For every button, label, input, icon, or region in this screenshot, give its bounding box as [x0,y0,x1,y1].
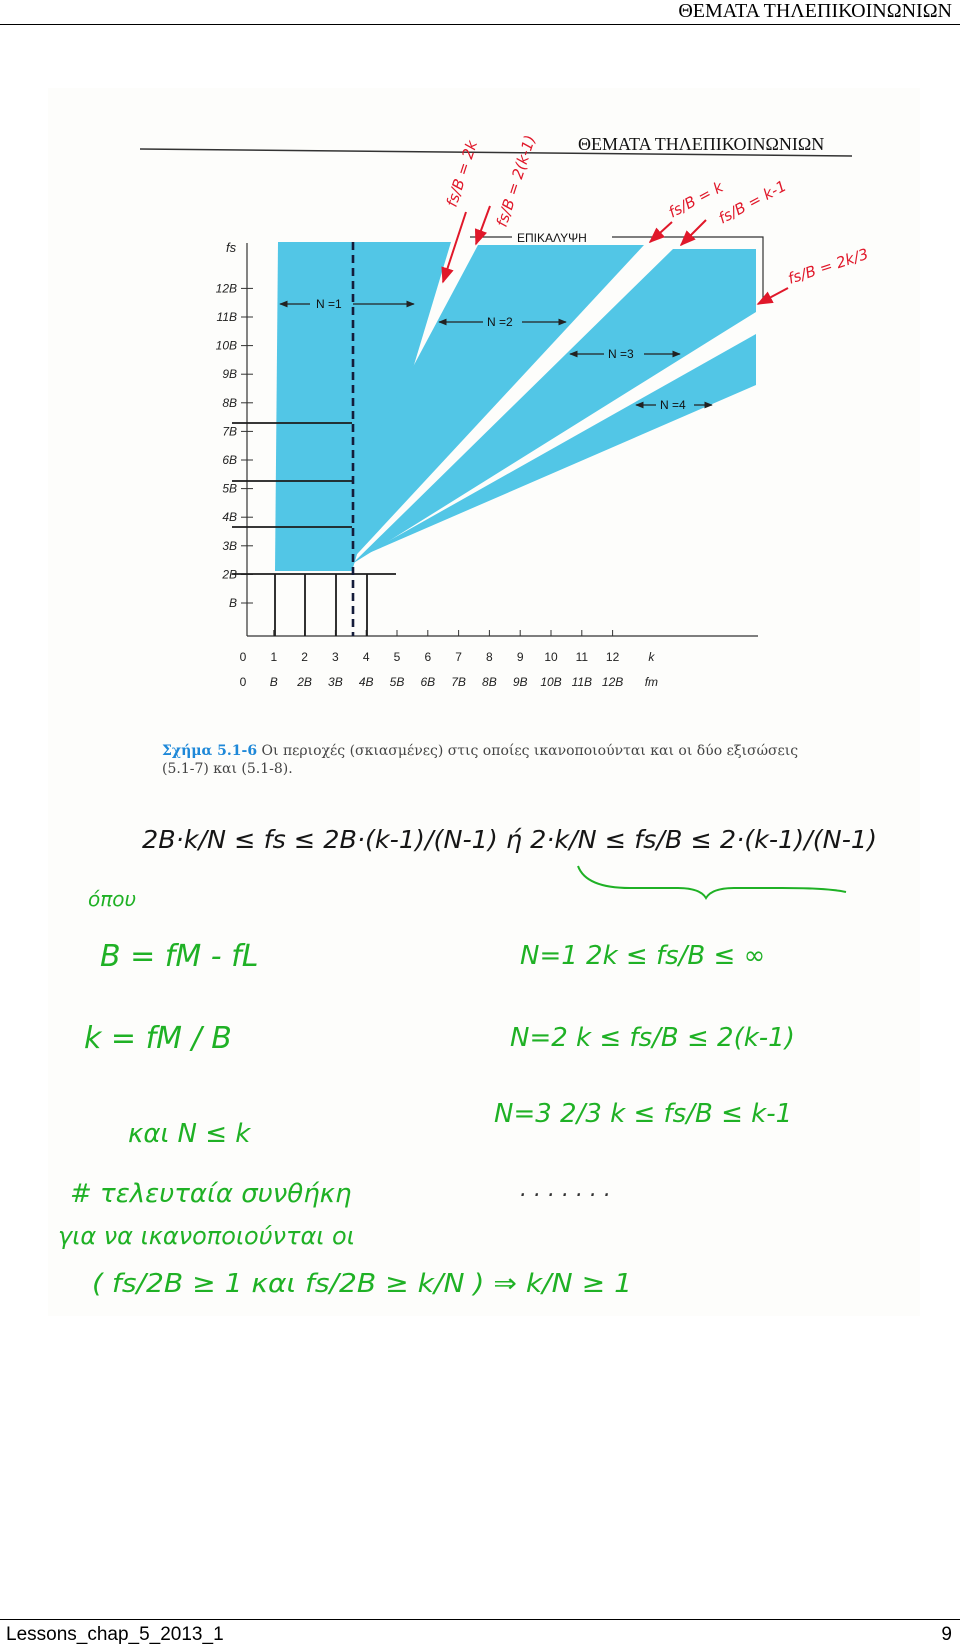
x-ticks [240,630,658,689]
y-tick-label: 2B [222,567,237,582]
red-note-2k3: fs/B = 2k/3 [785,244,871,288]
x-tick-label-k: 9 [516,650,524,664]
red-arrow-k [650,222,672,242]
y-tick-label: 4B [222,510,237,525]
label-n2: N =2 [487,315,513,329]
x-tick-label-fm: 3B [328,675,343,689]
x-tick-label-k: 6 [424,650,432,664]
y-tick-label: 11B [216,310,237,324]
y-tick-label: 10B [215,338,237,353]
x-tick-label-k: 5 [393,650,401,664]
x-tick-label-k: 12 [605,650,620,664]
x-tick-label-fm: 12B [601,675,624,689]
footer-page-number: 9 [941,1624,952,1645]
y-tick-label: 9B [222,367,237,382]
main-inequality-text: 2B·k/N ≤ fs ≤ 2B·(k-1)/(N-1) ή 2·k/N ≤ fs/B ≤ 2·(k-1)/(N-1) [142,825,877,854]
running-header: ΘΕΜΑΤΑ ΤΗΛΕΠΙΚΟΙΝΩΝΙΩΝ [678,0,952,22]
x-tick-label-fm: 0 [239,675,247,689]
red-note-2k: fs/B = 2k [442,138,482,210]
note-n1: N=1 2k ≤ fs/B ≤ ∞ [520,941,766,971]
y-tick-label: 12B [215,281,237,296]
label-n1: N =1 [316,297,342,311]
note-where: όπου [88,887,137,911]
red-arrow-2k1 [476,206,490,244]
x-tick-label-k: 4 [362,650,370,664]
overlap-label: ΕΠΙΚΑΛΥΨΗ [517,231,587,245]
footer-rule [0,1619,960,1620]
red-arrow-k1 [681,220,706,245]
x-tick-label-fm: 10B [540,675,562,689]
y-tick-label: 8B [222,395,237,410]
y-tick-label: 3B [222,538,237,553]
note-last-cond-1: # τελευταία συνθήκη [70,1179,352,1209]
x-tick-label-k: 10 [544,650,558,664]
caption-text: Οι περιοχές (σκιασμένες) στις οποίες ικανοποιούνται και οι δύο εξισώσεις (5.1-7) και (5.1-8). [162,743,799,777]
x-tick-label-fm: 11B [571,675,593,689]
x-tick-label-fm: 6B [420,675,436,689]
figure-caption [162,742,822,778]
note-b-def: B = fM - fL [100,939,259,974]
x-tick-label-k: 8 [486,650,493,664]
note-k-def: k = fM / B [84,1021,232,1056]
x-tick-label-fm: 2B [297,675,312,689]
red-note-k1: fs/B = k-1 [715,176,790,228]
y-tick-label: 7B [222,424,237,439]
note-n-cond: και N ≤ k [128,1119,251,1149]
x-tick-label-fm: B [269,675,278,689]
red-note-k: fs/B = k [665,177,727,222]
x-tick-label-k: 1 [270,650,278,664]
caption-label: Σχήμα 5.1-6 [162,743,258,759]
x-tick-label-fm: fm [644,675,659,689]
y-tick-label: B [228,596,237,610]
note-dots: . . . . . . . [520,1177,611,1202]
red-note-2k1: fs/B = 2(k-1) [492,132,540,230]
x-tick-label-fm: 4B [358,675,374,689]
x-tick-label-k: 0 [239,650,247,664]
note-final: ( fs/2B ≥ 1 και fs/2B ≥ k/N ) ⇒ k/N ≥ 1 [92,1269,632,1299]
green-brace [578,866,846,898]
main-inequality [142,825,877,854]
y-tick-label: 5B [222,481,237,496]
label-n4: N =4 [660,398,686,412]
y-tick-label: 6B [222,453,237,467]
x-tick-label-k: 3 [332,650,339,664]
footer-doc-name: Lessons_chap_5_2013_1 [6,1624,224,1645]
y-axis-label: fs [226,240,237,255]
x-tick-label-k: k [648,650,655,664]
x-tick-label-fm: 5B [389,675,405,689]
x-tick-label-fm: 7B [451,675,466,689]
green-notes [58,887,795,1299]
x-tick-label-k: 11 [575,650,589,664]
x-tick-label-fm: 8B [482,675,497,689]
x-tick-label-k: 7 [455,650,462,664]
x-tick-label-fm: 9B [512,675,528,689]
note-n2: N=2 k ≤ fs/B ≤ 2(k-1) [510,1023,795,1053]
label-n3: N =3 [608,347,634,361]
note-n3: N=3 2/3 k ≤ fs/B ≤ k-1 [494,1099,793,1129]
note-last-cond-2: για να ικανοποιούνται οι [58,1222,355,1250]
book-header-title: ΘΕΜΑΤΑ ΤΗΛΕΠΙΚΟΙΝΩΝΙΩΝ [578,134,825,154]
x-tick-label-k: 2 [301,650,308,664]
